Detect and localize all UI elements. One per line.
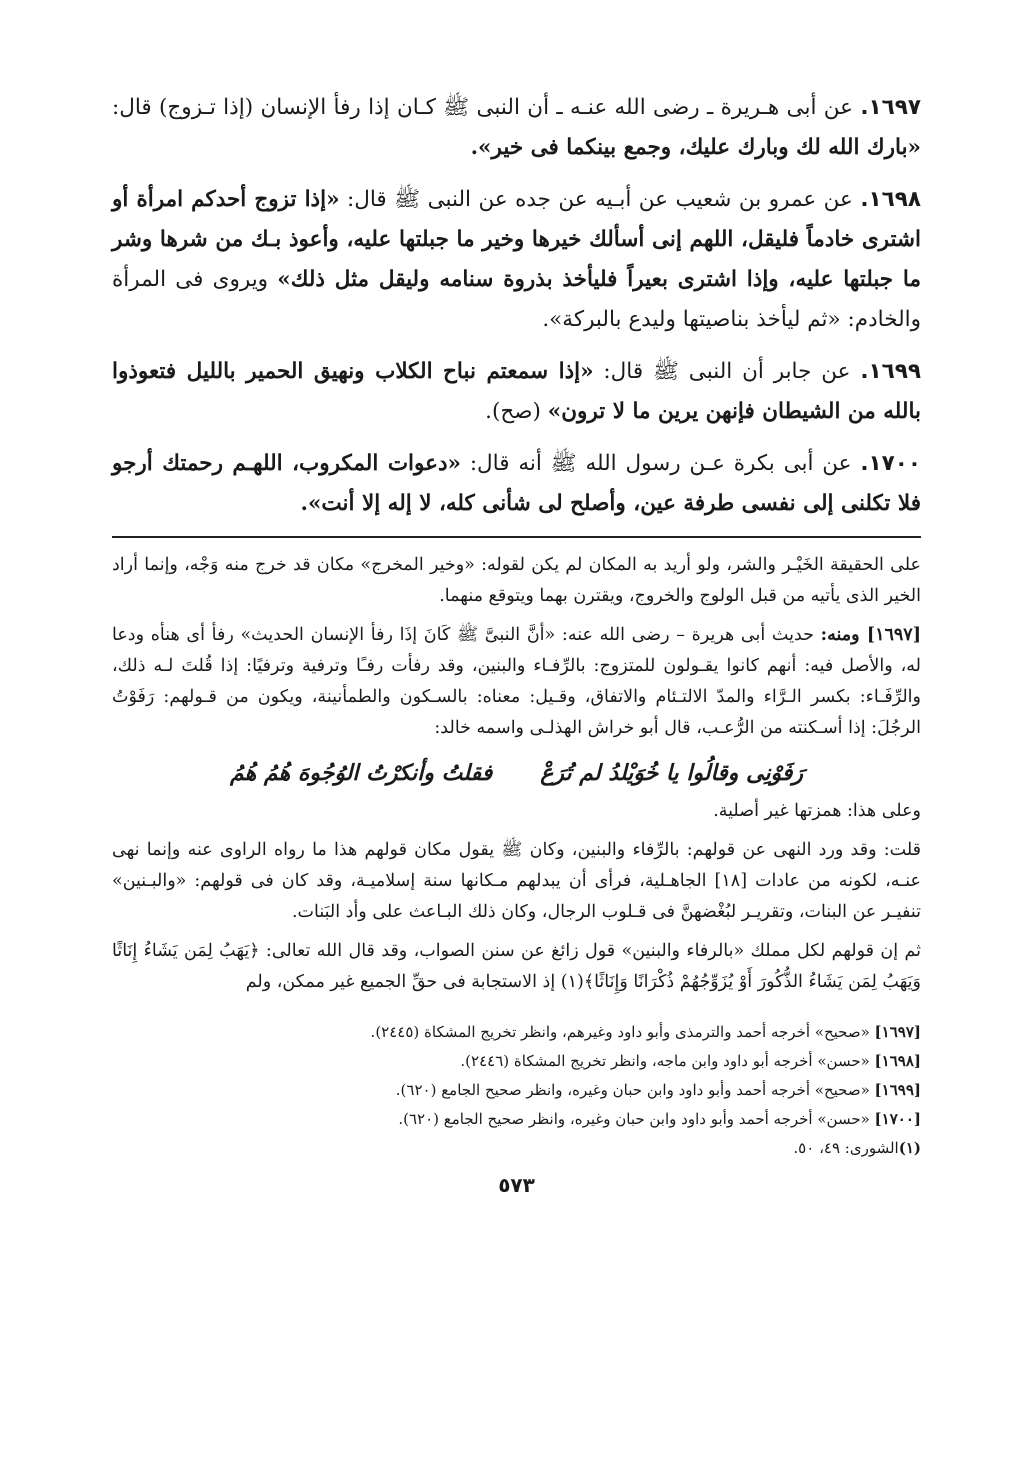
commentary-paragraph: على الحقيقة الخَيْـر والشر، ولو أريد به المكان لم يكن لقوله: «وخير المخرج» مكان قد خرج منه وَجْه، وإنما أراد الخير الذى يأتيه من قبل الولوج والخروج، ويقترن بهما ويتوقع منهما. <box>112 555 921 606</box>
page-number: ٥٧٣ <box>498 1173 535 1197</box>
hadith-quote: «دعوات المكروب، اللهـم رحمتك أرجو فلا تكلنى إلى نفسى طرفة عين، وأصلح لى شأنى كله، لا إله إلا أنت». <box>112 451 921 516</box>
footnote-lead: (١) <box>898 1139 921 1157</box>
footnote-text: «صحيح» أخرجه أحمد وأبو داود وابن حبان وغيره، وانظر صحيح الجامع (٦٢٠). <box>395 1081 875 1099</box>
hadith-number: ١٧٠٠. <box>860 451 921 476</box>
hadith-quote: «إذا تزوج أحدكم امرأة أو اشترى خادماً فليقل، اللهم إنى أسألك خيرها وخير ما جبلتها عليه، وأعوذ بـك من شرها وشر ما جبلتها عليه، وإذا اشترى بعيراً فليأخذ بذروة سنامه وليقل مثل ذلك» <box>112 187 921 292</box>
commentary-lead: [١٦٩٧] ومنه: <box>820 625 921 645</box>
footnote-lead: [١٦٩٧] <box>874 1023 921 1041</box>
footnote <box>112 1018 921 1047</box>
commentary-paragraph: قلت: وقد ورد النهى عن قولهم: بالرِّفاء والبنين، وكان ﷺ يقول مكان قولهم هذا ما رواه الراوى عنه وإنما نهى عنـه، لكونه من عادات [١٨] الجاهـلية، فرأى أن يبدلهم مـكانها سنة إسلاميـة، وقد كان فى قولهم: «والبـنين» تنفيـر عن البنات، وتقريـر لبُغْضهنَّ فى قـلوب الرجال، وكان ذلك البـاعث على وأد البَنات. <box>112 840 921 922</box>
footnote-lead: [١٦٩٨] <box>874 1052 921 1070</box>
hadith-number: ١٦٩٧. <box>860 95 922 120</box>
footnote <box>112 1076 921 1105</box>
hadith-tail: ويروى فى المرأة والخادم: «ثم ليأخذ بناصيتها وليدع بالبركة». <box>112 267 921 332</box>
hadith-text: عن أبى بكرة عـن رسول الله ﷺ أنه قال: <box>460 451 861 476</box>
verse-second-hemistich: فقلتُ وأنكرْتُ الوُجُوهَ هُمُ هُمُ <box>230 760 493 786</box>
hadith-1697 <box>112 88 921 168</box>
hadith-number: ١٦٩٩. <box>860 359 921 384</box>
hadith-text: عن عمرو بن شعيب عن أبـيه عن جده عن النبى ﷺ قال: <box>339 187 861 212</box>
hadith-1699 <box>112 352 921 432</box>
footnote <box>112 1105 921 1134</box>
commentary-paragraph <box>112 620 921 744</box>
hadith-text: عن جابر أن النبى ﷺ قال: <box>593 359 861 384</box>
footnote-text: «صحيح» أخرجه أحمد والترمذى وأبو داود وغيرهم، وانظر تخريج المشكاة (٢٤٤٥). <box>370 1023 875 1041</box>
commentary-paragraph: ثم إن قولهم لكل مملك «بالرفاء والبنين» قول زائغ عن سنن الصواب، وقد قال الله تعالى: ﴿يَهَبُ لِمَن يَشَاءُ إِنَاثًا وَيَهَبُ لِمَن يَشَاءُ الذُّكُورَ أَوْ يُزَوِّجُهُمْ ذُكْرَانًا وَإِنَاثًا﴾(١) إذ الاستجابة فى حقِّ الجميع غير ممكن، ولم <box>112 941 921 992</box>
verse-first-hemistich: رَفَوْنِى وقالُوا يا خُوَيْلدُ لم تُرَعْ <box>540 760 803 786</box>
hadith-quote: «إذا سمعتم نباح الكلاب ونهيق الحمير بالليل فتعوذوا بالله من الشيطان فإنهن يرين ما لا ترون» <box>112 359 921 424</box>
hadith-number: ١٦٩٨. <box>860 187 921 212</box>
commentary-paragraph: وعلى هذا: همزتها غير أصلية. <box>713 801 921 821</box>
commentary-text: حديث أبى هريرة – رضى الله عنه: «أنَّ النبىَّ ﷺ كَانَ إذَا رفأ الإنسان الحديث» رفأ أى هنأه ودعا له، والأصل فيه: أنهم كانوا يقـولون للمتزوج: بالرِّفـاء والبنين، وقد رفأت رفـًا وترفية وترفيًا: إذا قُلتَ لـه ذلك، والرِّفَـاء: بكسر الـرَّاء والمدّ الالتـئام والاتفاق، وقـيل: معناه: بالسـكون والطمأنينة، ويكون من قـولهم: رَفَوْتُ الرجُلَ: إذا أسـكنته من الرُّعـب، قال أبو خراش الهذلـى واسمه خالد: <box>112 625 921 738</box>
hadith-1698 <box>112 180 921 340</box>
hadith-text: عن أبى هـريرة ـ رضى الله عنـه ـ أن النبى ﷺ كـان إذا رفأ الإنسان (إذا تـزوج) قال: <box>112 95 861 120</box>
hadith-quote: «بارك الله لك وبارك عليك، وجمع بينكما فى خير». <box>470 135 921 160</box>
footnote-text: الشورى: ٤٩، ٥٠. <box>793 1139 899 1157</box>
footnote <box>112 1047 921 1076</box>
footnote-text: «حسن» أخرجه أبو داود وابن ماجه، وانظر تخريج المشكاة (٢٤٤٦). <box>460 1052 875 1070</box>
hadith-tail: (صح). <box>485 399 548 424</box>
poetry-verse <box>112 760 921 786</box>
hadith-1700 <box>112 444 921 524</box>
footnote-lead: [١٦٩٩] <box>874 1081 921 1099</box>
section-divider <box>112 536 921 538</box>
footnotes <box>112 1018 921 1163</box>
footnote <box>112 1134 921 1163</box>
footnote-lead: [١٧٠٠] <box>874 1110 921 1128</box>
footnote-text: «حسن» أخرجه أحمد وأبو داود وابن حبان وغيره، وانظر صحيح الجامع (٦٢٠). <box>398 1110 875 1128</box>
